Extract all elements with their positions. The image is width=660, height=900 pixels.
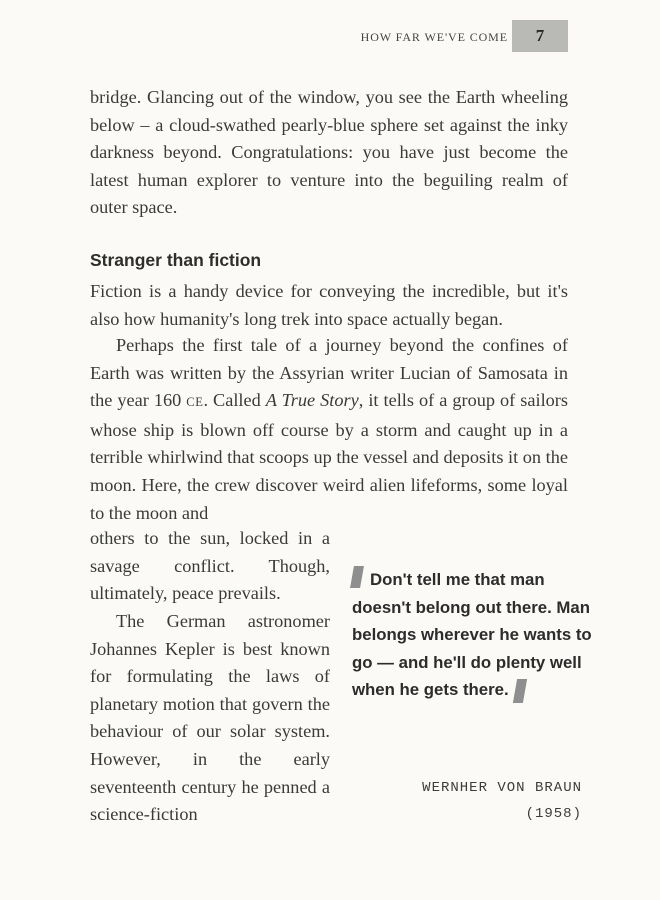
close-quote-icon [513, 679, 527, 703]
lucian-text-3: , it tells of a group of sailors whose ship is blown off course by a storm and caught up in a terrible whirlwind that scoops up the vessel and deposits it on the moon. Here, the crew discover weird alien lifeforms, some loyal to the moon and [90, 390, 569, 523]
page-number: 7 [512, 20, 568, 52]
section-heading: Stranger than fiction [90, 250, 262, 270]
book-title: A True Story [265, 390, 359, 411]
pull-quote [352, 566, 598, 704]
running-head: HOW FAR WE'VE COME [360, 30, 508, 44]
paragraph-lucian-tail: others to the sun, locked in a savage conflict. Though, ultimately, peace prevails. [90, 528, 330, 604]
lucian-text-1: Perhaps the first tale of a journey beyond the confines of Earth was written by the Assyrian writer Lucian of Samosata in the year 160 [90, 335, 568, 411]
paragraph-kepler: The German astronomer Johannes Kepler is best known for formulating the laws of planetary motion that govern the behaviour of our solar system. However, in the early seventeenth century he penned a science-fiction [90, 611, 330, 825]
quote-author: WERNHER VON BRAUN [422, 780, 582, 796]
pull-quote-text: Don't tell me that man doesn't belong out there. Man belongs wherever he wants to go — and he'll do plenty well when he gets there. [352, 570, 592, 700]
era-label: CE [186, 395, 204, 410]
paragraph-lucian [90, 332, 568, 527]
open-quote-icon [350, 566, 364, 588]
lucian-text-2: . Called [203, 390, 266, 411]
quote-year: (1958) [525, 806, 582, 822]
paragraph-fiction: Fiction is a handy device for conveying the incredible, but it's also how humanity's long trek into space actually began. [90, 281, 568, 329]
paragraph-intro: bridge. Glancing out of the window, you see the Earth wheeling below – a cloud-swathed pearly-blue sphere set against the inky darkness beyond. Congratulations: you have just become the latest human explorer to venture into the beguiling realm of outer space. [90, 87, 568, 218]
